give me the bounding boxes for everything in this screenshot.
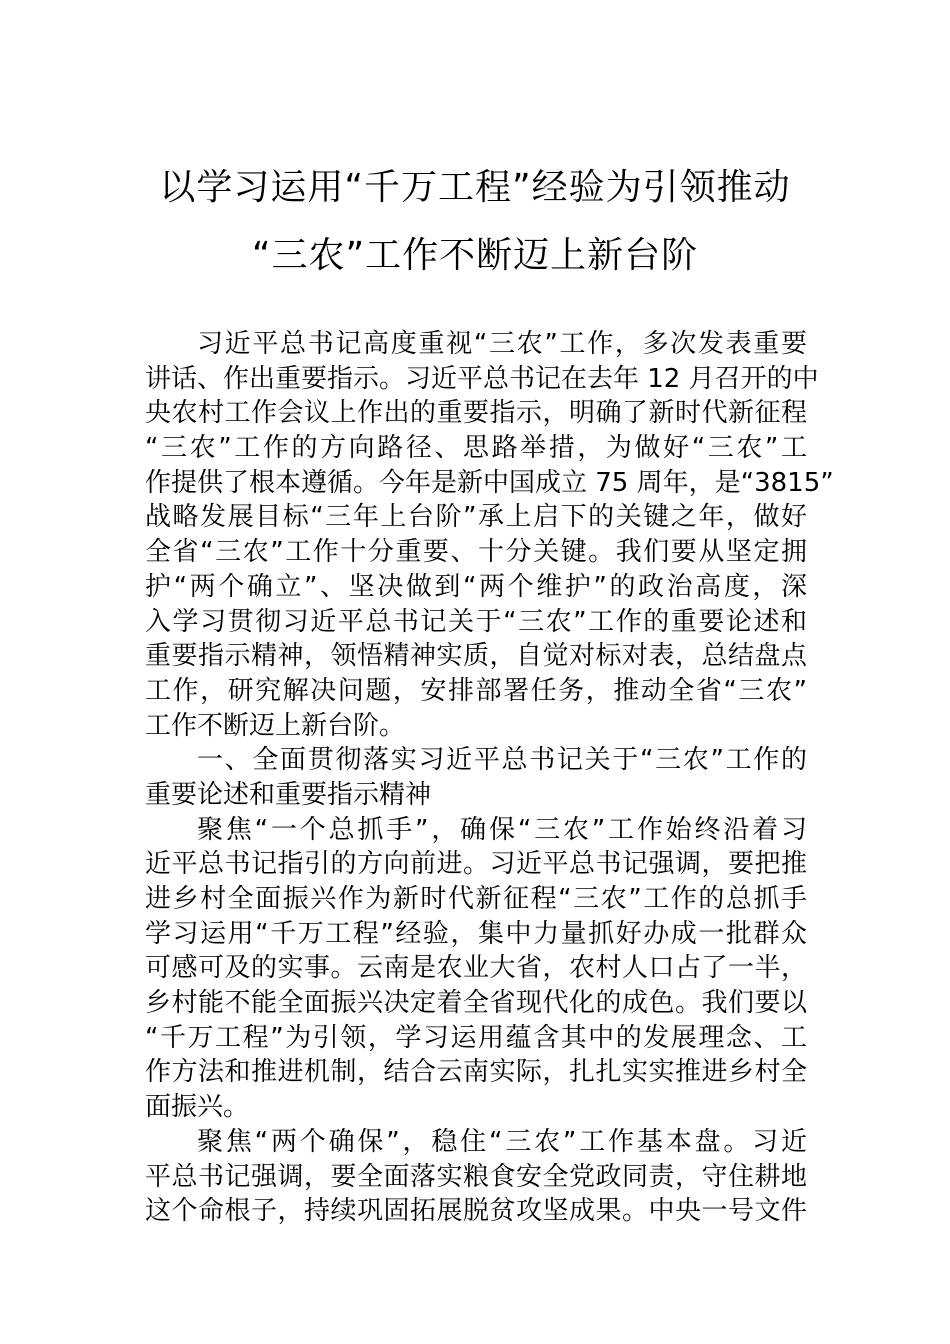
paragraph-line: 聚焦“两个确保”，稳住“三农”工作基本盘。习近 [197,1126,807,1157]
document-title-line-1: 以学习运用“千万工程”经验为引领推动 [159,167,791,208]
paragraph-line: 作方法和推进机制，结合云南实际，扎扎实实推进乡村全 [145,1057,807,1088]
paragraph-line: 作提供了根本遵循。今年是新中国成立 75 周年，是“3815” [145,467,834,498]
paragraph-line: 习近平总书记高度重视“三农”工作，多次发表重要 [197,329,807,359]
paragraph-line: 平总书记强调，要全面落实粮食安全党政同责，守住耕地 [145,1161,807,1192]
document-body [145,327,834,1229]
paragraph-line: 重要论述和重要指示精神 [145,779,432,810]
paragraph-line: 工作不断迈上新台阶。 [145,710,406,741]
paragraph-line: 面振兴。 [145,1092,250,1123]
paragraph-line: “三农”工作的方向路径、思路举措，为做好“三农”工 [145,433,807,464]
paragraph-line: 工作，研究解决问题，安排部署任务，推动全省“三农” [145,675,807,706]
paragraph-line: 重要指示精神，领悟精神实质，自觉对标对表，总结盘点 [145,641,807,672]
paragraph-line: 护“两个确立”、坚决做到“两个维护”的政治高度，深 [145,571,807,602]
paragraph-line: 进乡村全面振兴作为新时代新征程“三农”工作的总抓手 [145,884,807,914]
paragraph-line: “千万工程”为引领，学习运用蕴含其中的发展理念、工 [145,1022,807,1053]
paragraph-line: 讲话、作出重要指示。习近平总书记在去年 12 月召开的中 [145,363,819,394]
paragraph-line: 一、全面贯彻落实习近平总书记关于“三农”工作的 [197,745,807,776]
paragraph-line: 近平总书记指引的方向前进。习近平总书记强调，要把推 [145,849,807,880]
document-title-line-2: “三农”工作不断迈上新台阶 [251,235,699,276]
paragraph-line: 央农村工作会议上作出的重要指示，明确了新时代新征程 [145,398,807,429]
paragraph-line: 聚焦“一个总抓手”，确保“三农”工作始终沿着习 [197,814,807,845]
paragraph-line: 全省“三农”工作十分重要、十分关键。我们要从坚定拥 [145,537,807,568]
paragraph-line: 乡村能不能全面振兴决定着全省现代化的成色。我们要以 [145,988,807,1019]
paragraph-line: 可感可及的实事。云南是农业大省，农村人口占了一半， [145,953,807,984]
paragraph-line: 学习运用“千万工程”经验，集中力量抓好办成一批群众 [145,918,807,949]
paragraph-line: 这个命根子，持续巩固拓展脱贫攻坚成果。中央一号文件 [145,1196,807,1227]
paragraph-line: 战略发展目标“三年上台阶”承上启下的关键之年，做好 [145,502,807,533]
paragraph-line: 入学习贯彻习近平总书记关于“三农”工作的重要论述和 [145,606,807,637]
